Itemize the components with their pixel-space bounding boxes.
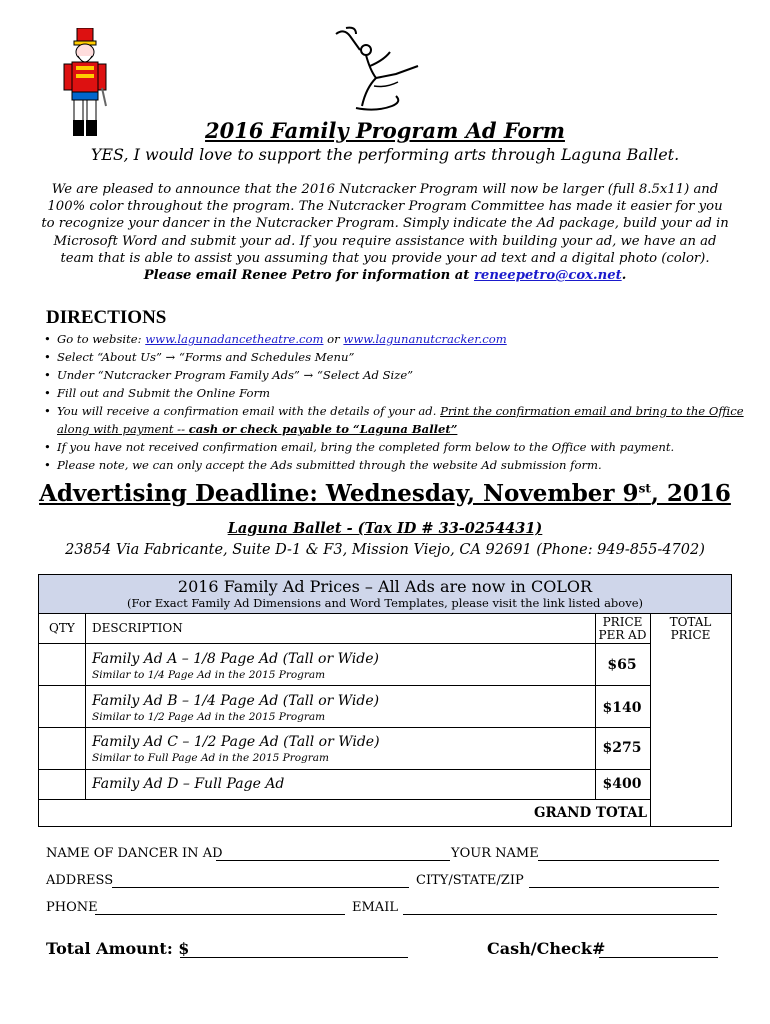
phone-field[interactable]	[95, 914, 345, 915]
ad-similar: Similar to 1/4 Page Ad in the 2015 Program	[92, 669, 326, 681]
direction-item: • If you have not received confirmation email, bring the completed form below to the Office with payment.	[44, 438, 744, 456]
intro-text: We are pleased to announce that the 2016 Nutcracker Program will now be larger (full 8.5x11) and 100% color throughout the program. The Nutcracker Program Committee has made it easier for you to recognize your dancer in the Nutcracker Program. Simply indicate the Ad package, build your ad in Microsoft Word and submit your ad. If you require assistance with building your ad, we have an ad team that is able to assist you assuming that you provide your ad text and a digital photo (color).	[41, 182, 729, 266]
row-divider	[39, 643, 650, 644]
direction-item: • Under “Nutcracker Program Family Ads” → “Select Ad Size”	[44, 366, 744, 384]
address-field[interactable]	[112, 887, 409, 888]
ad-name: Family Ad D – Full Page Ad	[92, 776, 285, 792]
cash-check-label: Cash/Check#	[487, 939, 606, 958]
row-divider	[39, 799, 650, 800]
address-line: 23854 Via Fabricante, Suite D-1 & F3, Mission Viejo, CA 92691 (Phone: 949-855-4702)	[65, 542, 705, 558]
grand-total-label: GRAND TOTAL	[533, 805, 647, 821]
direction-item	[44, 330, 744, 348]
direction-text: You will receive a confirmation email with the details of your ad.	[57, 404, 441, 418]
address-label: ADDRESS	[46, 873, 114, 888]
table-title: 2016 Family Ad Prices – All Ads are now in COLOR	[177, 577, 593, 596]
direction-item: • Select “About Us” → “Forms and Schedules Menu”	[44, 348, 744, 366]
city-state-zip-label: CITY/STATE/ZIP	[416, 873, 524, 888]
row-divider	[39, 769, 650, 770]
total-header-line1: TOTAL	[669, 615, 712, 629]
directions-list	[44, 330, 744, 474]
city-state-zip-field[interactable]	[529, 887, 719, 888]
total-amount-label: Total Amount: $	[46, 939, 190, 958]
price-per-ad-header	[595, 616, 650, 642]
table-subtitle: (For Exact Family Ad Dimensions and Word Templates, please visit the link listed above)	[126, 596, 644, 610]
your-name-label: YOUR NAME	[451, 846, 539, 861]
dancer-name-label: NAME OF DANCER IN AD	[46, 846, 223, 861]
ad-similar: Similar to 1/2 Page Ad in the 2015 Program	[92, 711, 326, 723]
price-header-line2: PER AD	[598, 628, 647, 642]
tax-id-line: Laguna Ballet - (Tax ID # 33-0254431)	[227, 520, 543, 537]
deadline-year: , 2016	[650, 480, 731, 507]
ad-price: $140	[602, 700, 642, 716]
price-table	[38, 574, 732, 827]
advertising-deadline	[0, 480, 770, 507]
form-title: 2016 Family Program Ad Form	[205, 118, 565, 143]
price-header-line1: PRICE	[602, 615, 643, 629]
dancer-name-field[interactable]	[216, 860, 450, 861]
direction-item	[44, 402, 744, 438]
deadline-sup: st	[638, 481, 651, 496]
total-header-line2: PRICE	[670, 628, 711, 642]
row-divider	[39, 685, 650, 686]
email-suffix: .	[621, 268, 627, 284]
table-header-band	[39, 575, 731, 614]
qty-header: QTY	[49, 621, 75, 635]
email-field[interactable]	[403, 914, 717, 915]
direction-text: Go to website:	[57, 332, 146, 346]
col-divider	[650, 613, 651, 826]
email-prefix: Please email Renee Petro for information at	[143, 268, 474, 284]
direction-text: Print the confirmation email and bring to the Office along with payment --	[57, 404, 744, 436]
email-link[interactable]: reneepetro@cox.net	[473, 268, 622, 284]
form-subtitle: YES, I would love to support the performing arts through Laguna Ballet.	[90, 145, 680, 164]
your-name-field[interactable]	[538, 860, 719, 861]
total-price-header	[650, 616, 731, 642]
payable-note: cash or check payable to “Laguna Ballet”	[188, 422, 458, 436]
ad-name: Family Ad C – 1/2 Page Ad (Tall or Wide)	[92, 734, 380, 750]
ad-name: Family Ad B – 1/4 Page Ad (Tall or Wide)	[92, 693, 380, 709]
total-amount-field[interactable]	[180, 957, 408, 958]
intro-paragraph	[40, 181, 730, 284]
ad-price: $275	[602, 740, 642, 756]
email-line	[144, 268, 627, 283]
ad-price: $400	[602, 776, 642, 792]
deadline-text: Advertising Deadline: Wednesday, November 9	[39, 480, 639, 507]
ad-price: $65	[607, 657, 637, 673]
row-divider	[39, 727, 650, 728]
directions-heading: DIRECTIONS	[46, 307, 167, 328]
direction-text: or	[323, 332, 344, 346]
dancer-illustration	[326, 26, 422, 121]
direction-item: • Fill out and Submit the Online Form	[44, 384, 744, 402]
email-label: EMAIL	[352, 900, 398, 915]
phone-label: PHONE	[46, 900, 98, 915]
cash-check-field[interactable]	[599, 957, 718, 958]
col-divider	[85, 613, 86, 799]
description-header: DESCRIPTION	[92, 621, 183, 635]
ad-similar: Similar to Full Page Ad in the 2015 Program	[92, 752, 330, 764]
ad-name: Family Ad A – 1/8 Page Ad (Tall or Wide)	[92, 651, 379, 667]
website-link-1[interactable]: www.lagunadancetheatre.com	[145, 332, 324, 346]
direction-item: • Please note, we can only accept the Ads submitted through the website Ad submission form.	[44, 456, 744, 474]
website-link-2[interactable]: www.lagunanutcracker.com	[343, 332, 507, 346]
